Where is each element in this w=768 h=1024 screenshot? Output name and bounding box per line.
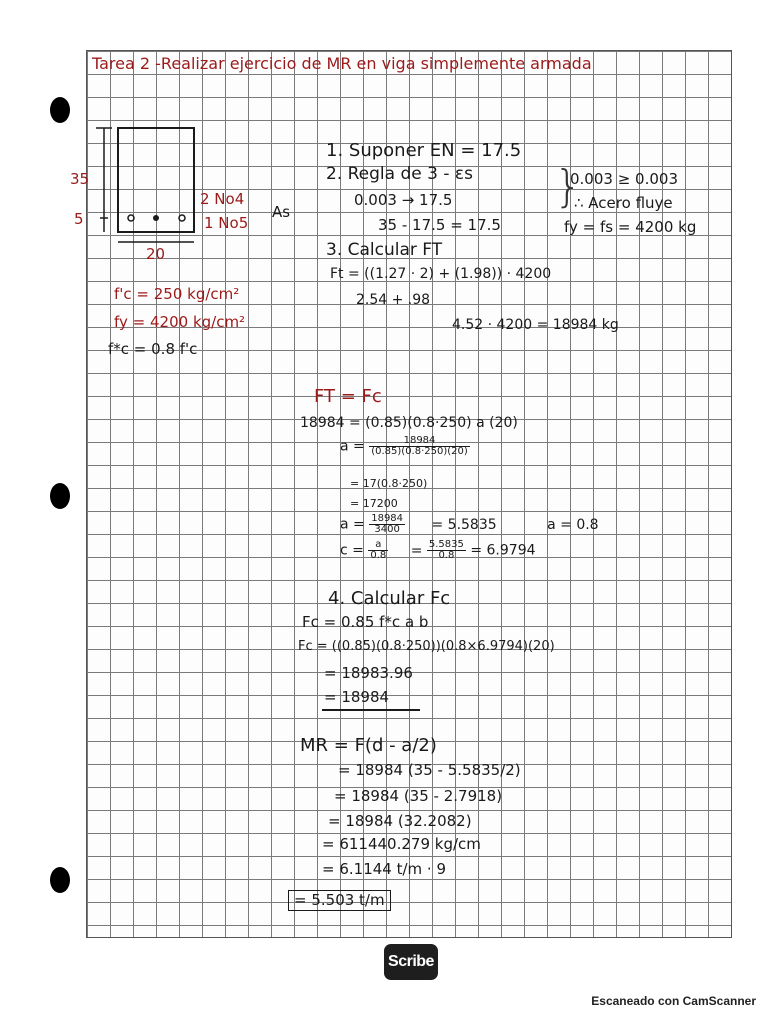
steel-area-label: As (272, 203, 291, 221)
eq-line5: a = $\frac{18984}{3400}$ = 5.5835 a = 0.8 (340, 513, 599, 535)
step2-right2: ∴ Acero fluye (574, 194, 673, 212)
mr-line1: MR = F(d - a/2) (300, 735, 437, 756)
step3-line1: Ft = ((1.27 · 2) + (1.98)) · 4200 (330, 266, 552, 282)
scribe-logo: Scribe (384, 944, 438, 980)
step3-label: 3. Calcular FT (326, 240, 443, 260)
dim-depth: 5 (74, 210, 84, 228)
step2-label: 2. Regla de 3 - εs (326, 164, 473, 184)
mr-line2: = 18984 (35 - 5.5835/2) (338, 761, 521, 779)
eq-line3: = 17(0.8·250) (350, 477, 428, 490)
step4-line4: = 18984 (324, 688, 390, 706)
binder-hole (50, 867, 70, 893)
rebar-dot (153, 215, 159, 221)
step1-label: 1. Suponer EN = 17.5 (326, 140, 522, 161)
eq-fraction (369, 436, 470, 457)
dim-width: 20 (146, 245, 166, 263)
eq-line1: 18984 = (0.85)(0.8·250) a (20) (300, 415, 518, 431)
dim-height: 35 (70, 170, 90, 188)
step2-row2: 35 - 17.5 = 17.5 (378, 216, 501, 234)
step4-line3: = 18983.96 (324, 664, 413, 682)
step2-right3: fy = fs = 4200 kg (564, 218, 697, 236)
step3-line2: 2.54 + .98 (356, 292, 431, 308)
bars-top: 2 No4 (200, 190, 245, 208)
step2-right1: 0.003 ≥ 0.003 (570, 170, 678, 188)
eq-line4: = 17200 (350, 497, 398, 510)
mr-result: = 5.503 t/m (288, 890, 391, 911)
eq-line2: a = $\frac{18984}{(0.85)(0.8\cdot 250)(20)}$ (340, 435, 468, 457)
rebar-dot (128, 215, 134, 221)
rebar-dot (179, 215, 185, 221)
step4-label: 4. Calcular Fc (328, 588, 451, 609)
eq-fraction-num: 18984 (369, 436, 470, 447)
material-fcc: f*c = 0.8 f'c (108, 340, 198, 358)
binder-hole (50, 97, 70, 123)
beam-section-diagram (88, 118, 291, 268)
underline (322, 709, 420, 711)
mr-line4: = 18984 (32.2082) (328, 812, 472, 830)
binder-hole (50, 483, 70, 509)
scanner-watermark: Escaneado con CamScanner (591, 994, 756, 1008)
step4-line2: Fc = ((0.85)(0.8·250))(0.8×6.9794)(20) (298, 639, 555, 654)
mr-line5: = 611440.279 kg/cm (322, 835, 481, 853)
material-fy: fy = 4200 kg/cm² (114, 313, 246, 331)
material-fc: f'c = 250 kg/cm² (114, 285, 240, 303)
eq-fraction-den: (0.85)(0.8·250)(20) (371, 446, 468, 457)
mr-line6: = 6.1144 t/m · 9 (322, 860, 446, 878)
step2-row1: 0.003 → 17.5 (354, 191, 453, 209)
step3-line3: 4.52 · 4200 = 18984 kg (452, 317, 619, 333)
page-title: Tarea 2 -Realizar ejercicio de MR en viga simplemente armada (92, 54, 592, 73)
step4-line1: Fc = 0.85 f*c a b (302, 613, 429, 631)
mr-line3: = 18984 (35 - 2.7918) (334, 787, 503, 805)
brace: } (554, 161, 582, 212)
eq-line6: c = $\frac{a}{0.8}$ = $\frac{5.5835}{0.8}$ = 6.9794 (340, 539, 536, 561)
bars-bottom: 1 No5 (204, 214, 249, 232)
equilibrium-heading: FT = Fc (314, 386, 382, 407)
